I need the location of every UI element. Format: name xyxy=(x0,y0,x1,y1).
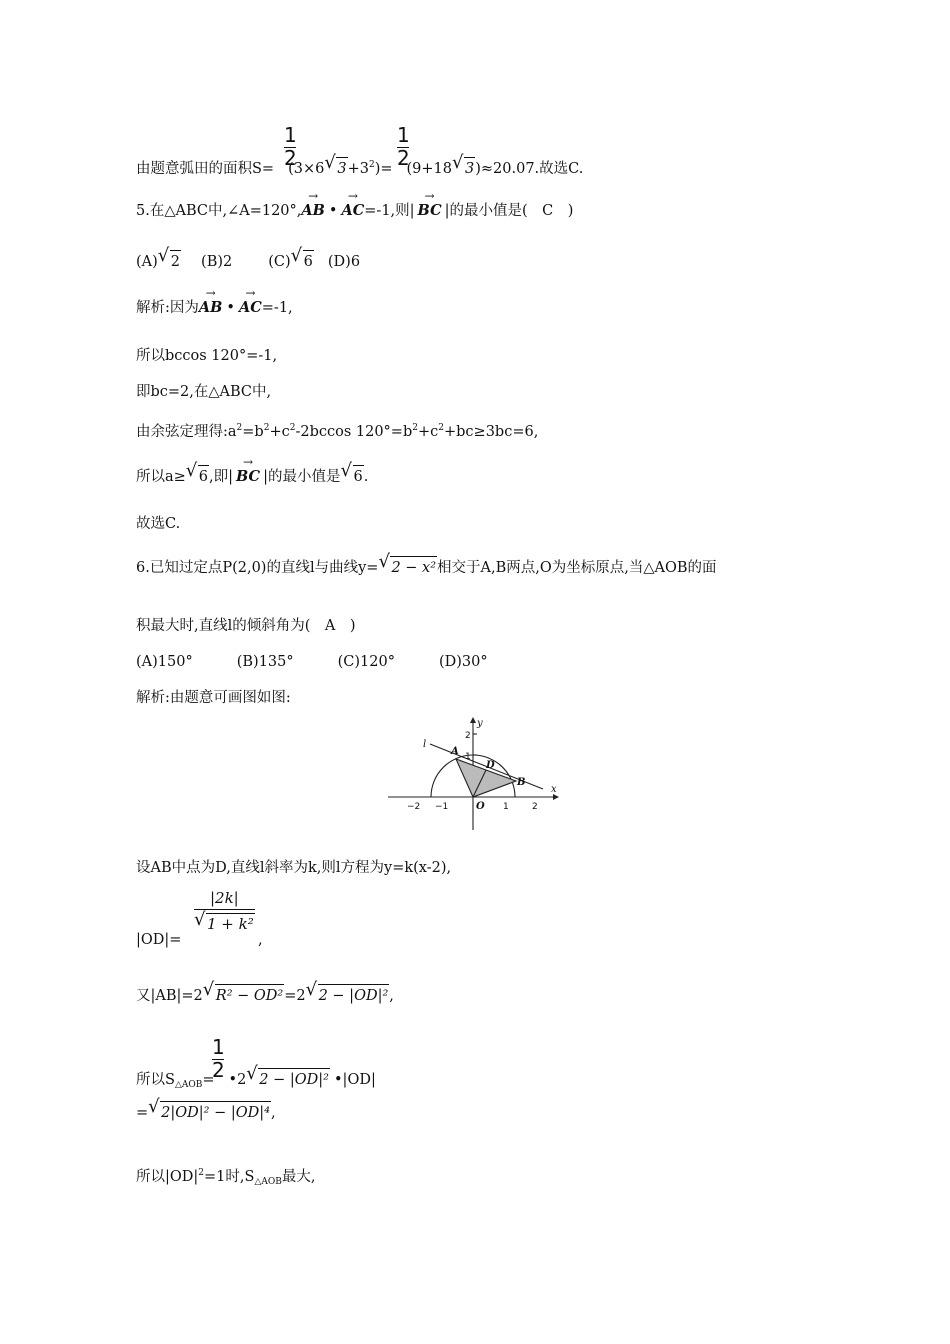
geometry-figure xyxy=(385,715,565,835)
text: 由题意弧田的面积S= xyxy=(136,161,275,177)
sqrt-3: √ 3 xyxy=(325,157,347,179)
solution-2: |OD|= xyxy=(136,932,182,948)
sqrt-r-od: √ R² − OD² xyxy=(204,984,284,1006)
option-c: (C)120° xyxy=(337,654,395,670)
area-line xyxy=(136,155,583,179)
text: (3×6 xyxy=(288,161,325,177)
options-5 xyxy=(136,250,360,272)
vector-ab: → AB xyxy=(199,298,223,318)
dot: • xyxy=(328,203,338,219)
sqrt-6: √ 6 xyxy=(187,465,209,487)
sqrt-6: √ 6 xyxy=(292,250,314,272)
option-b: (B)135° xyxy=(236,654,294,670)
step-4: 所以a≥√ 6,即|→ BC |的最小值是√ 6. xyxy=(136,465,368,487)
solution-5: =√ 2|OD|² − |OD|⁴, xyxy=(136,1101,276,1123)
step-2: 即bc=2,在△ABC中, xyxy=(136,384,272,400)
y-label: y xyxy=(477,718,483,729)
vector-bc: → BC xyxy=(236,467,260,487)
vector-ab: → AB xyxy=(301,201,325,221)
step-1: 所以bccos 120°=-1, xyxy=(136,348,278,364)
tick-x-m2: −2 xyxy=(407,802,421,812)
question-6: 6.已知过定点P(2,0)的直线l与曲线y=√ 2 − x²相交于A,B两点,O为坐标原点,当△AOB的面 xyxy=(136,556,717,578)
text: )≈20.07.故选C. xyxy=(475,161,584,177)
tick-x-1: 1 xyxy=(503,802,509,812)
sqrt-6: √ 6 xyxy=(342,465,364,487)
solution-1: 设AB中点为D,直线l斜率为k,则l方程为y=k(x-2), xyxy=(136,860,452,876)
option-a: (A)150° xyxy=(136,654,193,670)
options-6 xyxy=(136,652,488,672)
point-d-label: D xyxy=(486,760,495,771)
solution-4: 所以$S_{\triangle AOB}=$ •2√ 2 − |OD|² •|OD| xyxy=(136,1068,376,1095)
step-5: 故选C. xyxy=(136,516,181,532)
sqrt-den: √ 1 + k² xyxy=(195,913,255,933)
fraction-half: 1 2 xyxy=(397,123,410,170)
question-6-cont: 积最大时,直线l的倾斜角为( A ) xyxy=(136,618,356,634)
analysis-5 xyxy=(136,298,293,318)
comma: , xyxy=(258,932,263,948)
text: |的最小值是( C ) xyxy=(444,203,574,219)
l-label: l xyxy=(423,739,427,750)
text: 5.在△ABC中,∠A=120°, xyxy=(136,203,302,219)
text: =-1,则| xyxy=(364,203,415,219)
text: =-1, xyxy=(261,300,293,316)
text: (9+18 xyxy=(406,161,452,177)
origin-label: O xyxy=(476,801,485,812)
tick-x-m1: −1 xyxy=(435,802,449,812)
tick-y-2: 2 xyxy=(465,731,471,741)
sqrt-od-4: √ 2|OD|² − |OD|⁴ xyxy=(149,1101,271,1123)
solution-3: 又|AB|=2√ R² − OD²=2√ 2 − |OD|², xyxy=(136,984,394,1006)
option-b: (B)2 xyxy=(201,254,233,270)
text: +3 xyxy=(347,161,369,177)
sqrt-2-od: √ 2 − |OD|² xyxy=(307,984,390,1006)
x-label: x xyxy=(551,784,557,795)
option-c: (C) xyxy=(268,254,291,270)
option-d: (D)6 xyxy=(327,254,361,270)
option-d: (D)30° xyxy=(438,654,488,670)
step-3: 由余弦定理得$:a^2=b^2+c^2-2bccos$ $120^\circ=b^2+c^2+bc\ge 3bc=6$, xyxy=(136,423,539,440)
sqrt-2: √ 2 xyxy=(159,250,181,272)
sqrt-2-od: √ 2 − |OD|² xyxy=(247,1068,330,1090)
analysis-6: 解析:由题意可画图如图: xyxy=(136,690,291,706)
tick-y-1: 1 xyxy=(465,752,471,762)
sqrt-curve: √ 2 − x² xyxy=(379,556,437,578)
fraction-od: |2k| √ 1 + k² xyxy=(194,889,255,933)
fraction-half: 1 2 xyxy=(284,123,297,170)
text: 解析:因为 xyxy=(136,300,199,316)
vector-ac: → AC xyxy=(239,298,262,318)
point-b-label: B xyxy=(517,777,526,788)
fraction-half: 1 2 xyxy=(212,1035,225,1082)
sup: 2 xyxy=(368,160,375,170)
point-a-label: A xyxy=(451,746,459,757)
question-5 xyxy=(136,201,573,221)
solution-6: 所以$|OD|^2=1$时$,S_{\triangle AOB}$最大, xyxy=(136,1168,316,1187)
option-a: (A) xyxy=(136,254,158,270)
dot: • xyxy=(226,300,235,316)
vector-bc: → BC xyxy=(418,201,442,221)
text: )= xyxy=(374,161,393,177)
tick-x-2: 2 xyxy=(532,802,538,812)
vector-ac: → AC xyxy=(341,201,364,221)
sqrt-3: √ 3 xyxy=(453,157,475,179)
